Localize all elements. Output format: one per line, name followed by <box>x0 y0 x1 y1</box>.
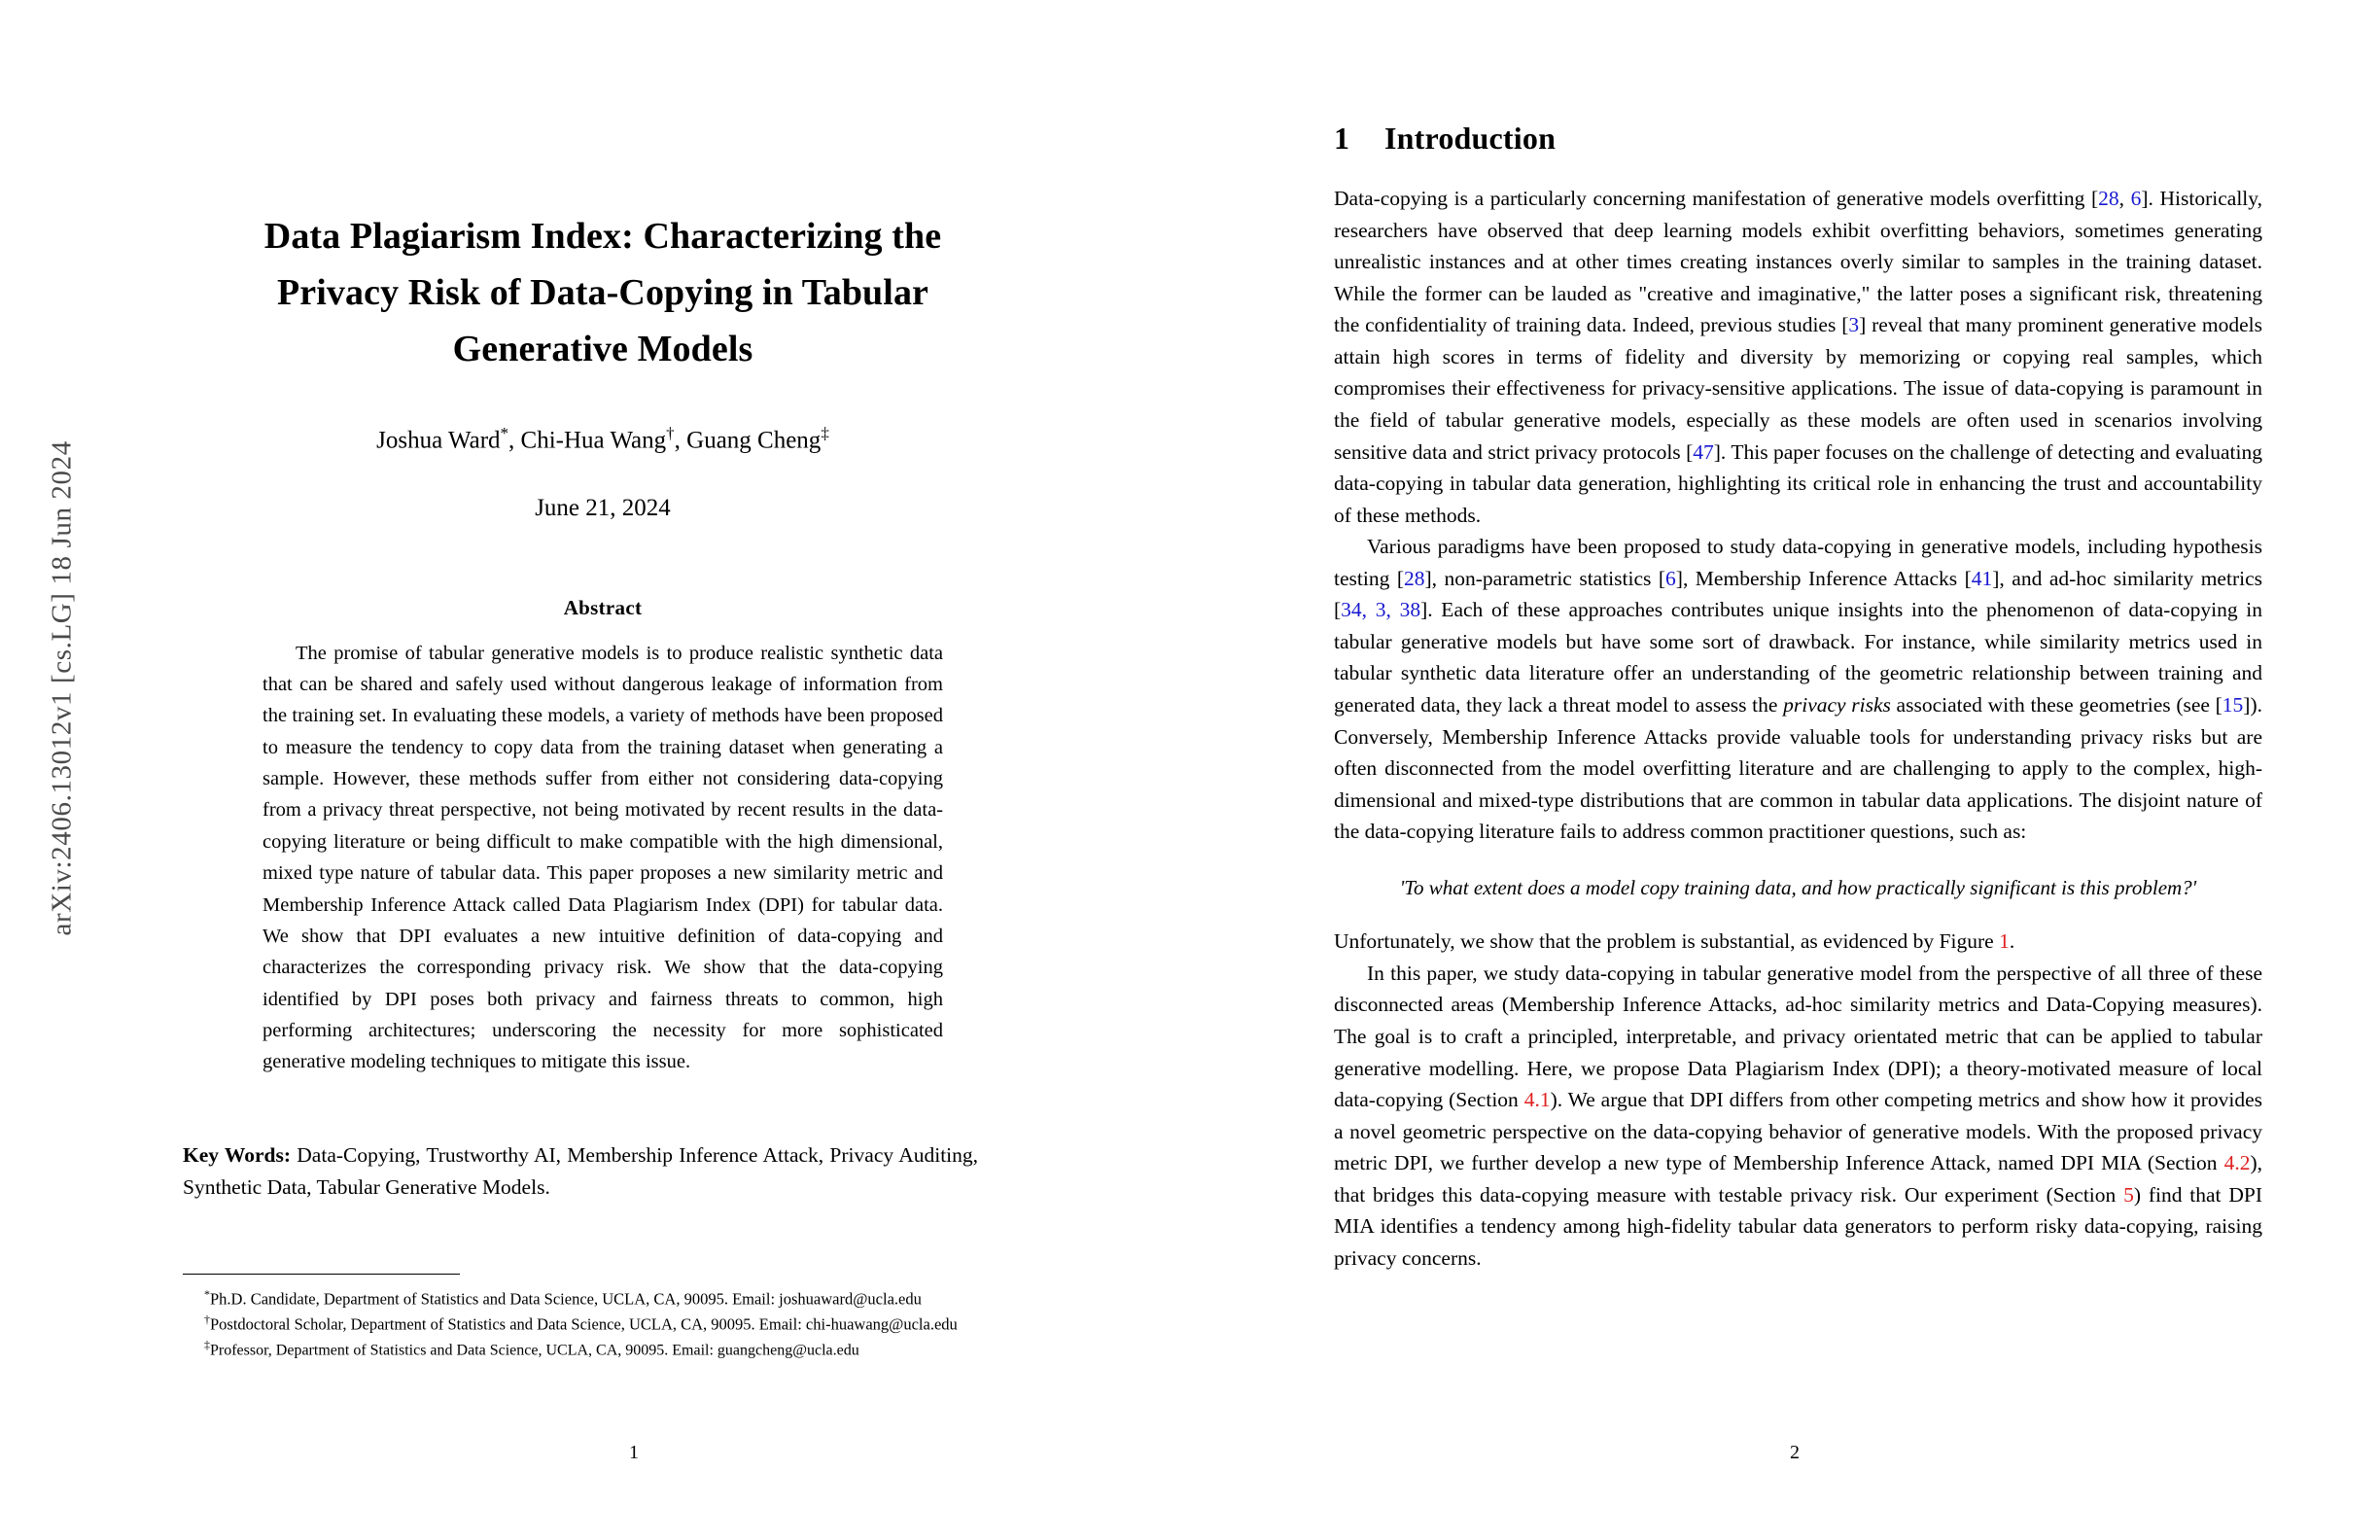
citation-link[interactable]: 6 <box>1665 566 1676 590</box>
footnote-text: Ph.D. Candidate, Department of Statistics and Data Science, UCLA, CA, 90095. Email: joshuaward@ucla.edu <box>210 1289 922 1309</box>
paper-title: Data Plagiarism Index: Characterizing the Privacy Risk of Data-Copying in Tabular Generative Models <box>263 216 942 369</box>
para2-text-d: ], and ad-hoc similarity metrics [ <box>1334 566 2262 622</box>
footnote-item <box>183 1312 999 1336</box>
page-number: 2 <box>1790 1442 1800 1463</box>
para1-text-c: ]. Historically, researchers have observed that deep learning models exhibit overfitting behaviors, sometimes generating unrealistic instances and at other times creating instances overly similar to samples in the training dataset. While the former can be lauded as "creative and imaginative," the latter poses a significant risk, threatening the confidentiality of training data. Indeed, previous studies [ <box>1334 187 2263 337</box>
para4-text-b: ). We argue that DPI differs from other competing metrics and show how it provides a novel geometric perspective on the data-copying behavior of generative models. With the proposed privacy metric DPI, we further develop a new type of Membership Inference Attack, named DPI MIA (Section <box>1334 1088 2262 1175</box>
footnotes <box>183 1274 999 1363</box>
section-reference-link[interactable]: 4.1 <box>1523 1088 1551 1112</box>
page-number: 1 <box>629 1442 639 1463</box>
citation-link[interactable]: 34 <box>1341 598 1362 622</box>
citation-link[interactable]: 47 <box>1693 439 1714 464</box>
author-list: Joshua Ward*, Chi-Hua Wang†, Guang Cheng‡ <box>376 424 829 454</box>
footnote-text: Postdoctoral Scholar, Department of Statistics and Data Science, UCLA, CA, 90095. Email: chi-huawang@ucla.edu <box>210 1314 958 1334</box>
footnote-item <box>183 1286 999 1311</box>
footnote-mark: * <box>204 1287 210 1301</box>
footnote-mark: † <box>204 1312 210 1326</box>
para3-text-a: Unfortunately, we show that the problem is substantial, as evidenced by Figure <box>1334 929 2000 954</box>
arxiv-identifier-stamp: arXiv:2406.13012v1 [cs.LG] 18 Jun 2024 <box>46 440 78 936</box>
citation-link[interactable]: 38 <box>1399 598 1421 622</box>
page-2 <box>1190 0 2380 1540</box>
figure-reference-link[interactable]: 1 <box>1999 929 2010 954</box>
section-title: Introduction <box>1384 121 1557 156</box>
citation-link[interactable]: 28 <box>1403 566 1425 590</box>
keywords-section <box>183 1139 978 1204</box>
footnote-text: Professor, Department of Statistics and Data Science, UCLA, CA, 90095. Email: guangcheng@ucla.edu <box>210 1342 859 1359</box>
citation-separator: , <box>1361 598 1376 622</box>
page-2-content <box>1334 0 2262 1274</box>
para3-text-b: . <box>2009 929 2015 954</box>
citation-separator: , <box>1385 598 1400 622</box>
citation-link[interactable]: 3 <box>1848 313 1860 337</box>
author-footnote-mark-1: * <box>500 424 509 443</box>
para2-text-e: ]. Each of these approaches contributes unique insights into the phenomenon of data-copying in tabular generative models but have some sort of drawback. For instance, while similarity metrics used in tabular synthetic data literature offer an understanding of the geometric relationship between training and generated data, they lack a threat model to assess the <box>1334 598 2263 717</box>
citation-link[interactable]: 15 <box>2222 693 2244 717</box>
citation-link[interactable]: 41 <box>1971 566 1993 590</box>
footnote-separator-rule <box>183 1274 460 1275</box>
footnote-item <box>183 1337 999 1362</box>
para2-text-b: ], non-parametric statistics [ <box>1424 566 1666 590</box>
abstract-heading: Abstract <box>563 595 643 619</box>
para4-text-a: In this paper, we study data-copying in tabular generative model from the perspective of all three of these disconnected areas (Membership Inference Attacks, ad-hoc similarity metrics and Data-Copying measures). The goal is to craft a principled, interpretable, and privacy orientated metric that can be applied to tabular generative modelling. Here, we propose Data Plagiarism Index (DPI); a theory-motivated measure of local data-copying (Section <box>1334 961 2262 1112</box>
para2-text-f: associated with these geometries (see [ <box>1890 693 2222 717</box>
para2-text-c: ], Membership Inference Attacks [ <box>1675 566 1972 590</box>
citation-link[interactable]: 3 <box>1375 598 1386 622</box>
abstract-text: The promise of tabular generative models is to produce realistic synthetic data that can be shared and safely used without dangerous leakage of information from the training set. In evaluating these models, a variety of methods have been proposed to measure the tendency to copy data from the training dataset when generating a sample. However, these methods suffer from either not considering data-copying from a privacy threat perspective, not being motivated by recent results in the data-copying literature or being difficult to make compatible with the high dimensional, mixed type nature of tabular data. This paper proposes a new similarity metric and Membership Inference Attack called Data Plagiarism Index (DPI) for tabular data. We show that DPI evaluates a new intuitive definition of data-copying and characterizes the corresponding privacy risk. We show that the data-copying identified by DPI poses both privacy and fairness threats to common, high performing architectures; underscoring the necessity for more sophisticated generative modeling techniques to mitigate this issue. <box>262 642 943 1073</box>
keywords-text: Data-Copying, Trustworthy AI, Membership Inference Attack, Privacy Auditing, Synthetic Data, Tabular Generative Models. <box>183 1142 979 1199</box>
author-name-1: Joshua Ward <box>376 427 501 454</box>
section-number: 1 <box>1334 121 1350 156</box>
citation-link[interactable]: 6 <box>2130 187 2142 210</box>
author-name-3: Guang Cheng <box>686 427 822 454</box>
para1-text-d: ] reveal that many prominent generative models attain high scores in terms of fidelity and diversity by memorizing or copying real samples, which compromises their effectiveness for privacy-sensitive applications. The issue of data-copying is paramount in the field of tabular generative models, especially as these models are often used in scenarios involving sensitive data and strict privacy protocols [ <box>1334 313 2263 464</box>
intro-paragraph-4 <box>1334 958 2262 1275</box>
practitioner-question-quote: 'To what extent does a model copy training data, and how practically significant is this problem?' <box>1399 875 2197 899</box>
intro-paragraph-1 <box>1334 183 2262 531</box>
intro-paragraph-2 <box>1334 531 2262 848</box>
intro-paragraph-3 <box>1334 926 2262 958</box>
author-name-2: Chi-Hua Wang <box>520 427 667 454</box>
emphasis-privacy-risks: privacy risks <box>1783 693 1891 717</box>
para1-text-a: Data-copying is a particularly concerning manifestation of generative models overfitting [ <box>1334 187 2099 210</box>
author-footnote-mark-2: † <box>666 424 675 443</box>
section-reference-link[interactable]: 5 <box>2123 1182 2134 1207</box>
section-reference-link[interactable]: 4.2 <box>2223 1151 2251 1175</box>
para1-text-e: ]. This paper focuses on the challenge of detecting and evaluating data-copying in tabular data generation, highlighting its critical role in enhancing the trust and accountability of these methods. <box>1334 439 2263 527</box>
para2-text-g: ]). Conversely, Membership Inference Attacks provide valuable tools for understanding privacy risks but are often disconnected from the model overfitting literature and are challenging to apply to the complex, high-dimensional and mixed-type distributions that are common in tabular data applications. The disjoint nature of the data-copying literature fails to address common practitioner questions, such as: <box>1334 693 2262 844</box>
keywords-label: Key Words: <box>183 1142 291 1167</box>
footnote-mark: ‡ <box>204 1337 210 1351</box>
author-footnote-mark-3: ‡ <box>821 424 829 443</box>
para2-text-a: Various paradigms have been proposed to study data-copying in generative models, including hypothesis testing [ <box>1334 535 2262 590</box>
section-heading-introduction <box>1334 121 2262 157</box>
citation-link[interactable]: 28 <box>2098 187 2119 210</box>
para1-sep: , <box>2118 187 2131 210</box>
publication-date: June 21, 2024 <box>535 494 671 521</box>
para4-text-d: ) find that DPI MIA identifies a tendency among high-fidelity tabular data generators to perform risky data-copying, raising privacy concerns. <box>1334 1182 2263 1270</box>
para4-text-c: ), that bridges this data-copying measure with testable privacy risk. Our experiment (Section <box>1334 1151 2262 1207</box>
